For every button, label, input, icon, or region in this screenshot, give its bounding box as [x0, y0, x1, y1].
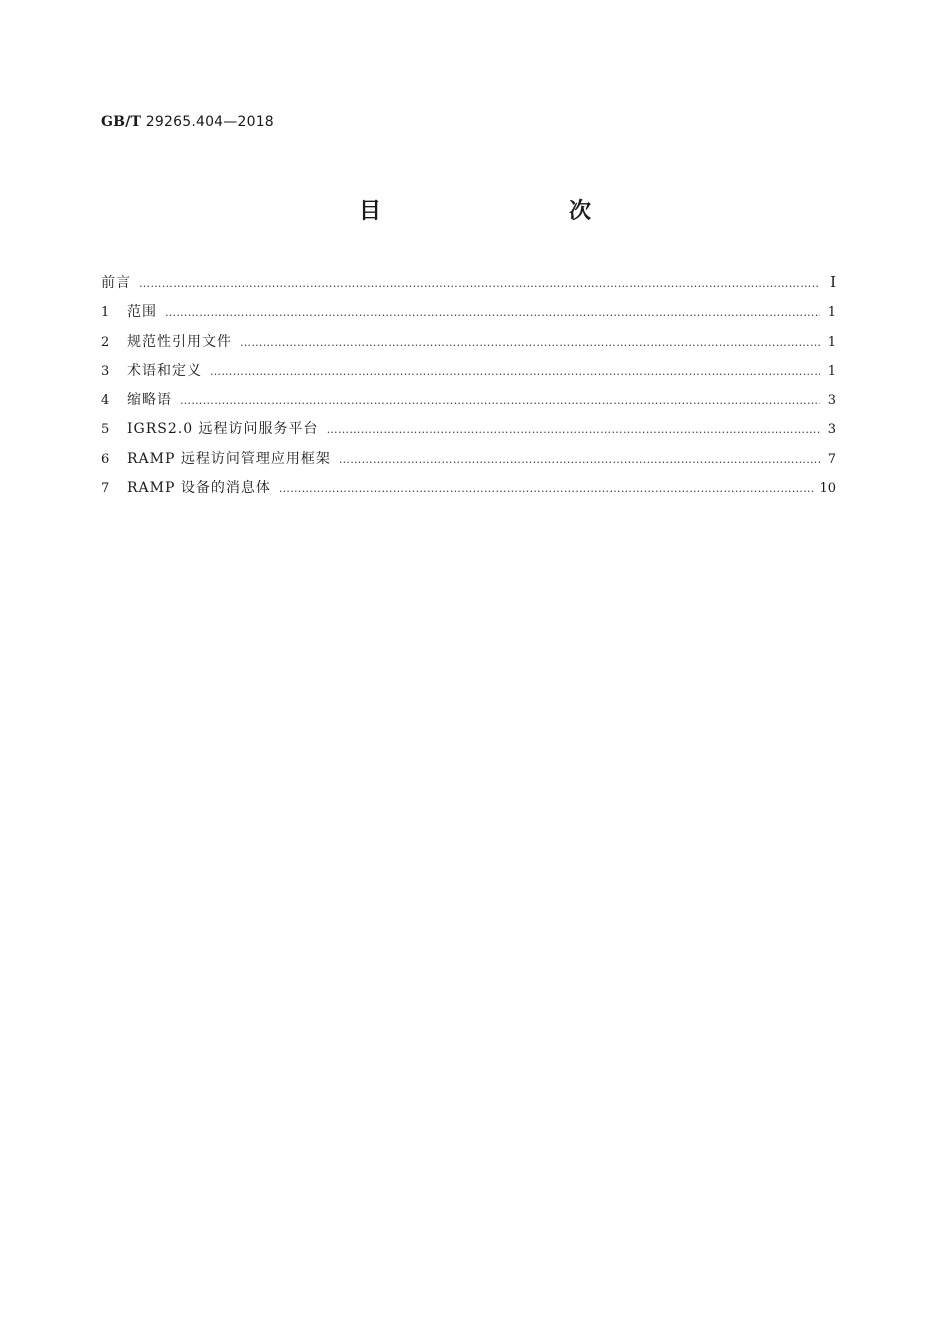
toc-entry-page: 7 [827, 451, 836, 467]
toc-entry-ramp-message-body[interactable] [101, 477, 836, 506]
toc-entry-normative-references[interactable] [101, 331, 836, 360]
toc-entry-label: 前言 [101, 275, 131, 291]
toc-entry-number: 3 [101, 363, 110, 379]
standard-prefix: GB/T [101, 114, 142, 130]
toc-entry-number: 6 [101, 451, 110, 467]
toc-entry-scope[interactable] [101, 301, 836, 330]
toc-entry-abbreviations[interactable] [101, 389, 836, 418]
toc-entry-ramp-framework[interactable] [101, 448, 836, 477]
toc-entry-igrs-platform[interactable] [101, 418, 836, 447]
dot-leader [180, 394, 820, 407]
dot-leader [210, 365, 820, 378]
standard-header [101, 114, 274, 130]
dot-leader [339, 453, 820, 466]
toc-entry-number: 2 [101, 334, 110, 350]
dot-leader [165, 306, 820, 319]
toc-title: 目 次 [358, 199, 639, 224]
toc-entry-page: Ⅰ [830, 273, 836, 291]
dot-leader [327, 423, 820, 436]
toc-entry-label: 术语和定义 [127, 362, 202, 379]
toc-entry-label: IGRS2.0 远程访问服务平台 [127, 421, 319, 438]
toc-entry-page: 3 [827, 422, 836, 438]
standard-number: 29265.404—2018 [145, 114, 274, 130]
table-of-contents [101, 272, 836, 506]
dot-leader [279, 482, 816, 495]
toc-entry-label: RAMP 设备的消息体 [127, 480, 271, 497]
toc-entry-terms-definitions[interactable] [101, 360, 836, 389]
toc-entry-label: RAMP 远程访问管理应用框架 [127, 450, 331, 467]
toc-entry-number: 5 [101, 422, 110, 438]
dot-leader [240, 336, 820, 349]
toc-entry-label: 缩略语 [127, 392, 172, 409]
toc-entry-page: 1 [827, 363, 836, 379]
toc-entry-label: 规范性引用文件 [127, 333, 232, 350]
dot-leader [139, 277, 820, 290]
toc-entry-number: 4 [101, 393, 110, 409]
toc-entry-page: 1 [827, 305, 836, 321]
toc-entry-number: 7 [101, 481, 110, 497]
toc-entry-number: 1 [101, 305, 110, 321]
toc-entry-foreword[interactable] [101, 272, 836, 301]
toc-entry-page: 10 [819, 481, 836, 497]
toc-entry-label: 范围 [127, 304, 157, 321]
toc-entry-page: 3 [827, 393, 836, 409]
toc-entry-page: 1 [827, 334, 836, 350]
